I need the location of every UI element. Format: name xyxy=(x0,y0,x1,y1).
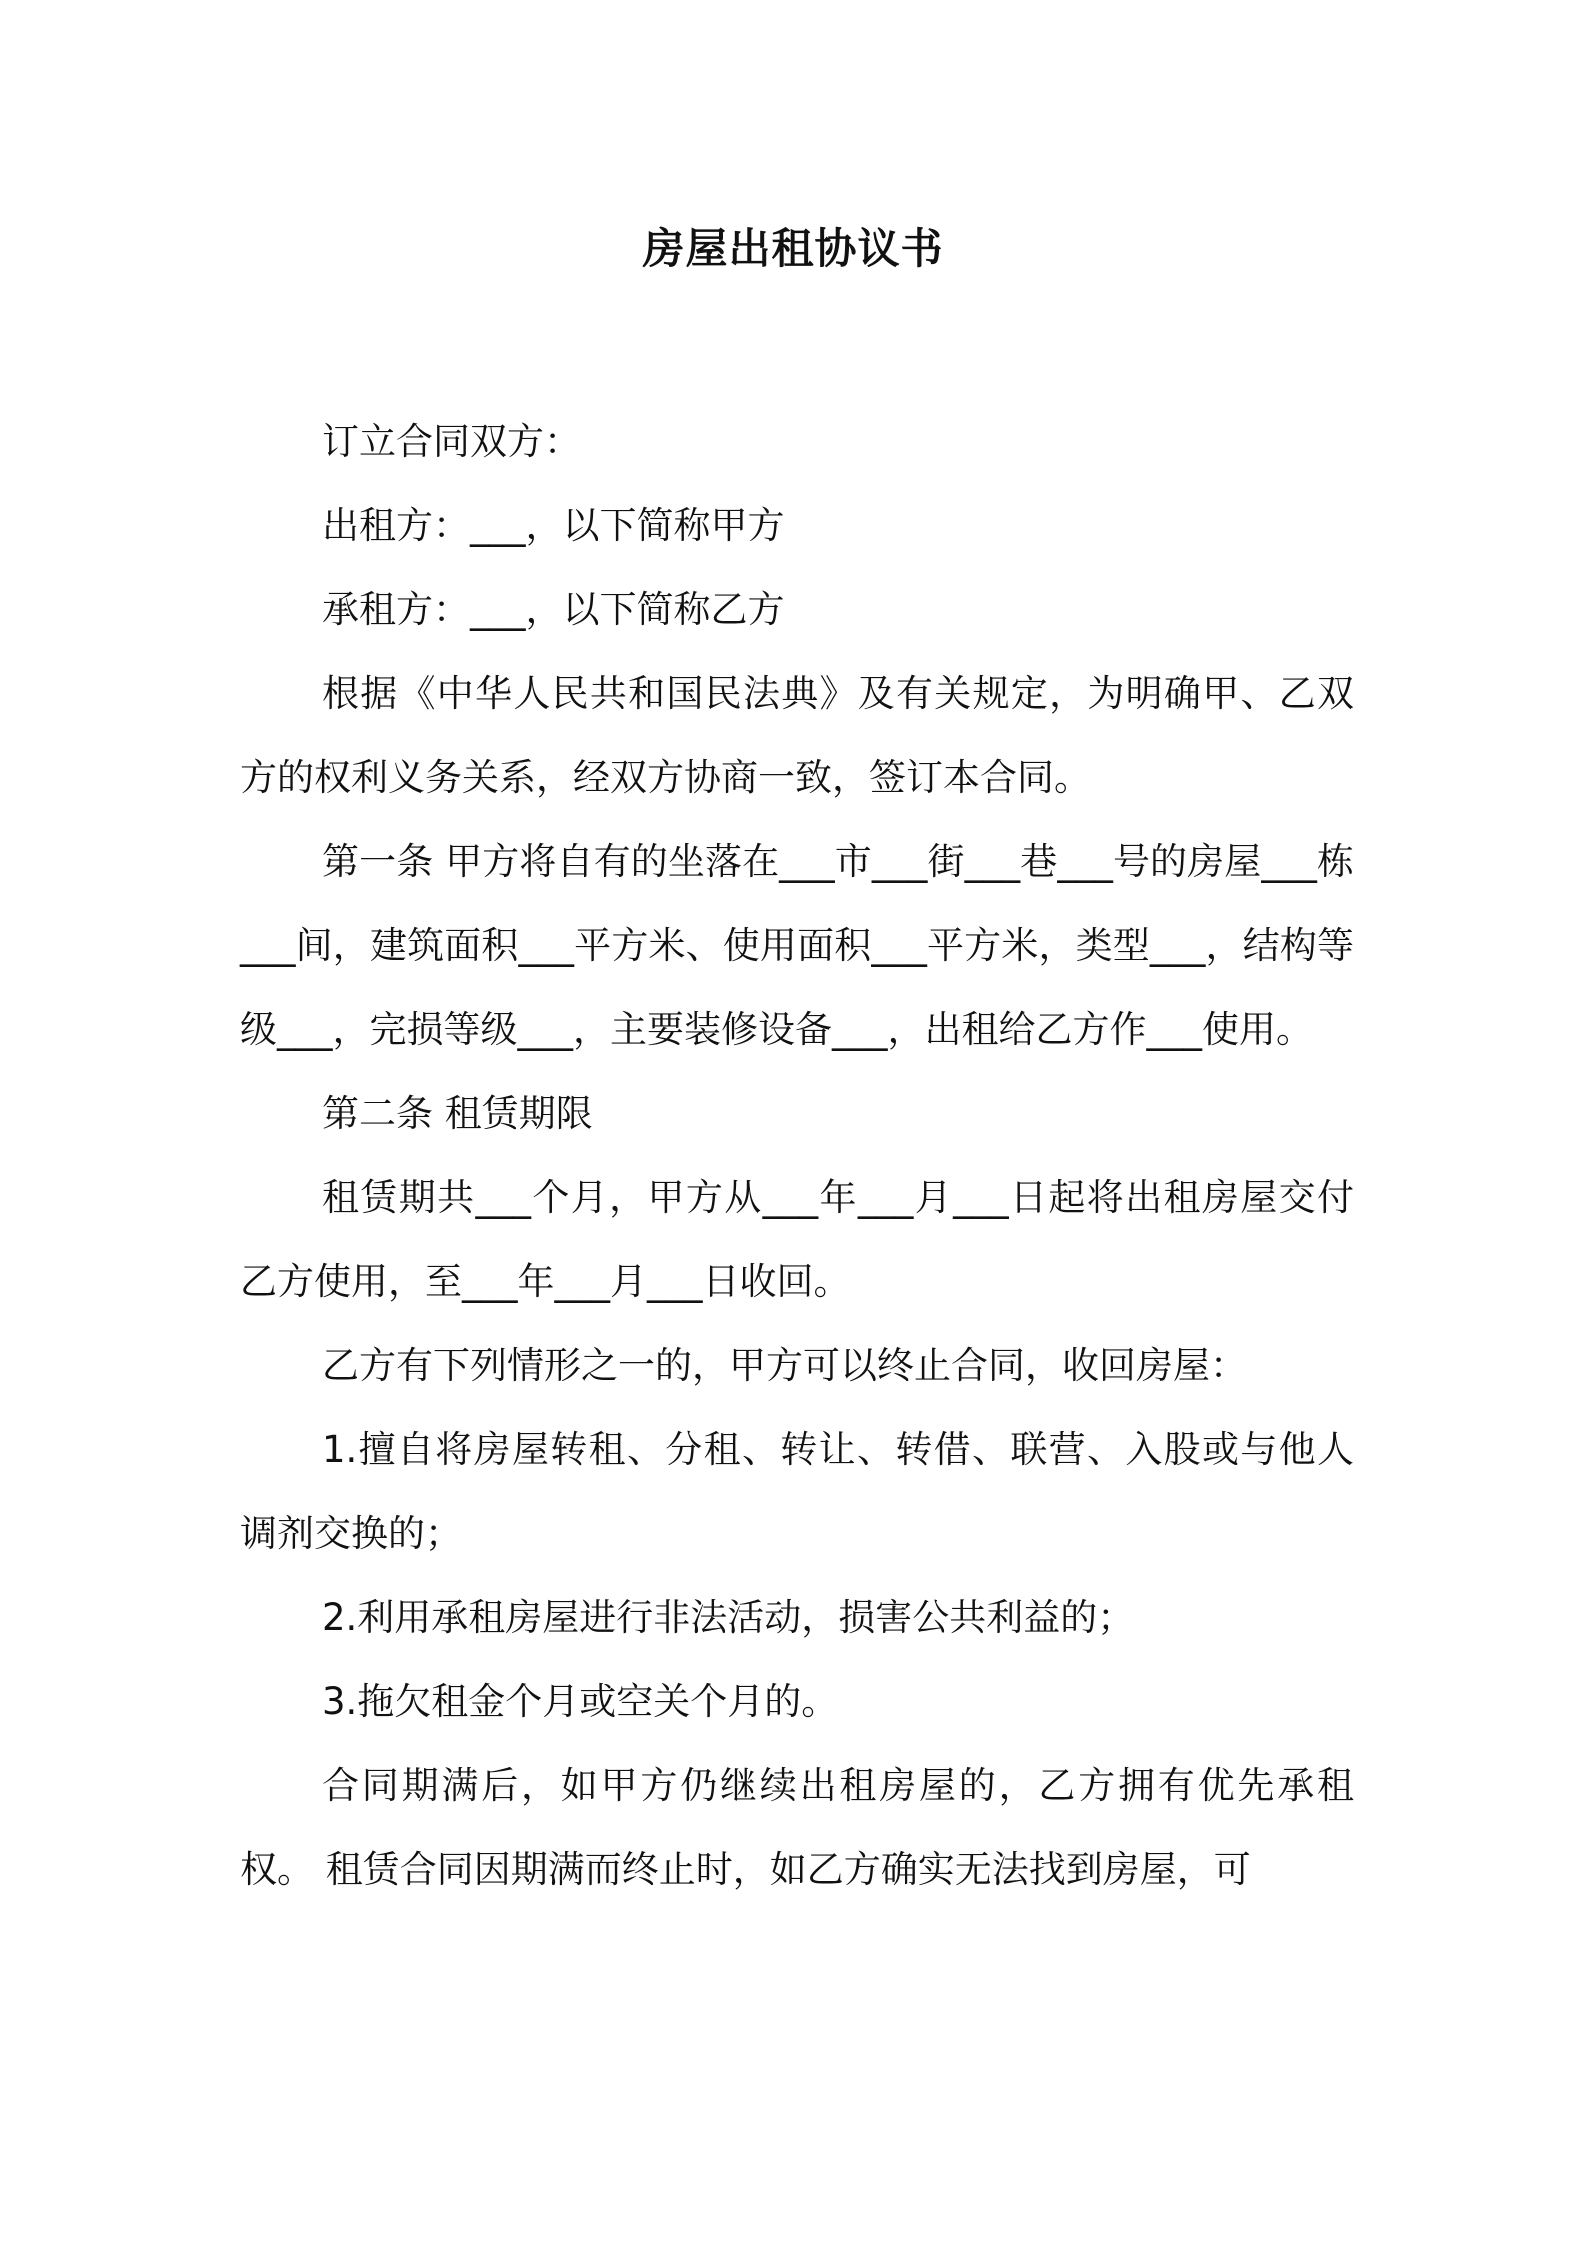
paragraph-condition-two: 2.利用承租房屋进行非法活动，损害公共利益的； xyxy=(322,1596,1135,1639)
paragraph-termination-conditions: 乙方有下列情形之一的，甲方可以终止合同，收回房屋： xyxy=(322,1344,1247,1387)
paragraph-lessee: 承租方：___，以下简称乙方 xyxy=(322,588,785,631)
paragraph-lease-renewal: 合同期满后，如甲方仍继续出租房屋的，乙方拥有优先承租权。 租赁合同因期满而终止时，如乙方确实无法找到房屋，可 xyxy=(240,1764,1354,1891)
paragraph-lessor: 出租方：___，以下简称甲方 xyxy=(322,504,785,547)
paragraph-legal-basis: 根据《中华人民共和国民法典》及有关规定，为明确甲、乙双方的权利义务关系，经双方协商一致，签订本合同。 xyxy=(240,672,1354,799)
paragraph-article-one: 第一条 甲方将自有的坐落在___市___街___巷___号的房屋___栋___间，建筑面积___平方米、使用面积___平方米，类型___，结构等级___，完损等级___，主要装修设备___，出租给乙方作___使用。 xyxy=(240,840,1354,1051)
paragraph-condition-one: 1.擅自将房屋转租、分租、转让、转借、联营、入股或与他人调剂交换的； xyxy=(240,1428,1354,1555)
paragraph-article-two-heading: 第二条 租赁期限 xyxy=(322,1092,593,1135)
paragraph-condition-three: 3.拖欠租金个月或空关个月的。 xyxy=(322,1680,839,1723)
paragraph-lease-term: 租赁期共___个月，甲方从___年___月___日起将出租房屋交付乙方使用，至___年___月___日收回。 xyxy=(240,1176,1354,1303)
document-title: 房屋出租协议书 xyxy=(642,224,944,273)
document-body xyxy=(240,400,1354,1912)
paragraph-parties-intro: 订立合同双方： xyxy=(322,420,581,463)
